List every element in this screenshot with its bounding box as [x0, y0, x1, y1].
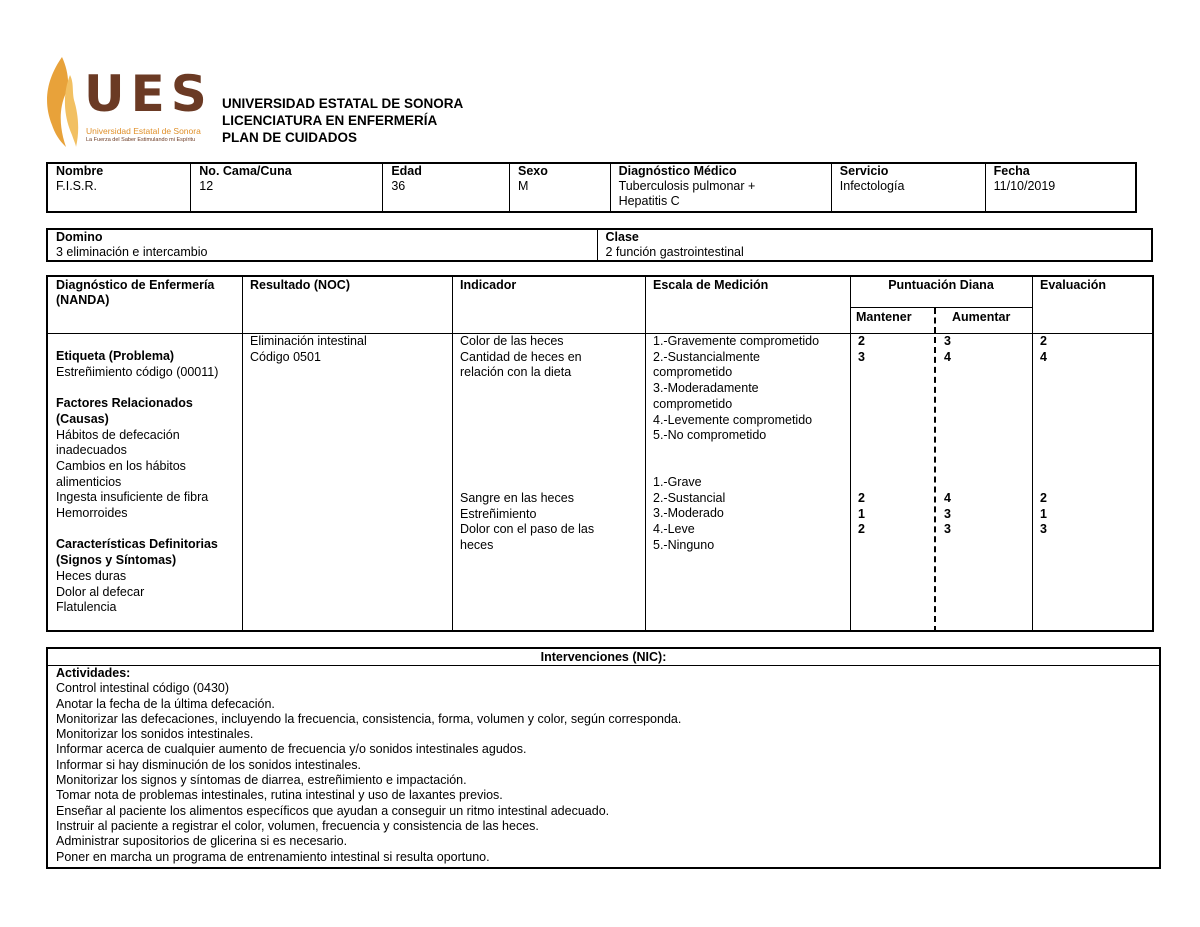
nic-item: Instruir al paciente a registrar el color, volumen, frecuencia y consistencia de las heces.	[56, 818, 539, 833]
actividades-heading: Actividades:	[56, 666, 131, 680]
aumentar-score: 3	[944, 334, 951, 348]
header-nanda-l1: Diagnóstico de Enfermería	[56, 278, 215, 292]
nic-item: Enseñar al paciente los alimentos específicos que ayudan a conseguir un ritmo intestinal adecuado.	[56, 803, 610, 818]
escala-group-1	[653, 334, 819, 444]
nic-item: Control intestinal código (0430)	[56, 681, 230, 696]
servicio-cell	[831, 163, 985, 212]
sexo-value: M	[518, 179, 529, 193]
factores-heading-1: Factores Relacionados	[56, 396, 193, 411]
mantener-score: 2	[858, 522, 865, 537]
aumentar-score: 4	[944, 491, 951, 505]
escala-group-2	[653, 475, 725, 554]
mantener-score: 1	[858, 506, 865, 521]
ues-logo	[40, 55, 213, 150]
sintoma-item: Flatulencia	[56, 600, 117, 615]
escala-item: 5.-Ninguno	[653, 537, 715, 552]
indicador-item: Sangre en las heces	[460, 491, 574, 505]
cama-label: No. Cama/Cuna	[199, 164, 292, 178]
aumentar-score: 3	[944, 506, 951, 521]
caracteristicas-heading-1: Características Definitorias	[56, 537, 218, 552]
indicador-item: Estreñimiento	[460, 506, 537, 521]
escala-item: 5.-No comprometido	[653, 428, 767, 443]
diagnostico-label: Diagnóstico Médico	[618, 164, 737, 178]
mantener-score: 2	[858, 334, 865, 348]
domain-table	[46, 228, 1153, 262]
edad-label: Edad	[391, 164, 422, 178]
document-header	[222, 95, 463, 146]
aumentar-score: 4	[944, 349, 951, 364]
edad-value: 36	[391, 179, 406, 193]
indicador-item: Cantidad de heces en	[460, 349, 582, 364]
care-plan-table	[46, 275, 1154, 632]
escala-item: 3.-Moderadamente	[653, 381, 759, 396]
factor-item: Cambios en los hábitos	[56, 458, 186, 473]
evaluacion-score: 2	[1040, 334, 1047, 348]
caracteristicas-heading-2: (Signos y Síntomas)	[56, 553, 177, 568]
nombre-cell	[47, 163, 191, 212]
sexo-cell	[510, 163, 611, 212]
mantener-group-2	[858, 491, 865, 538]
header-aumentar: Aumentar	[952, 310, 1011, 324]
nic-interventions-table	[46, 647, 1161, 869]
evaluacion-group-1	[1040, 334, 1047, 365]
domino-value: 3 eliminación e intercambio	[56, 245, 208, 259]
nic-item: Informar si hay disminución de los sonidos intestinales.	[56, 757, 362, 772]
diagnostico-value-2: Hepatitis C	[618, 194, 680, 208]
nic-item: Monitorizar las defecaciones, incluyendo la frecuencia, consistencia, forma, volumen y color, según corresponda.	[56, 711, 682, 726]
cama-value: 12	[199, 179, 214, 193]
factor-item: Hábitos de defecación	[56, 427, 180, 442]
factor-item: alimenticios	[56, 474, 122, 489]
sintoma-item: Dolor al defecar	[56, 584, 145, 599]
header-nanda	[56, 278, 236, 308]
sexo-label: Sexo	[518, 164, 548, 178]
header-nanda-l2: (NANDA)	[56, 293, 110, 307]
escala-item: comprometido	[653, 365, 733, 380]
noc-line-2: Código 0501	[250, 349, 321, 364]
fecha-cell	[985, 163, 1136, 212]
program-name: LICENCIATURA EN ENFERMERÍA	[222, 113, 438, 128]
escala-item: 4.-Leve	[653, 522, 695, 537]
nic-item: Monitorizar los signos y síntomas de diarrea, estreñimiento e impactación.	[56, 773, 467, 788]
factor-item: Hemorroides	[56, 506, 128, 521]
escala-item: 2.-Sustancialmente	[653, 349, 761, 364]
fecha-value: 11/10/2019	[993, 179, 1056, 193]
diagnostico-value-1: Tuberculosis pulmonar +	[618, 179, 756, 193]
document-title: PLAN DE CUIDADOS	[222, 130, 358, 145]
nic-body	[56, 666, 681, 865]
evaluacion-score: 4	[1040, 349, 1047, 364]
nombre-label: Nombre	[56, 164, 104, 178]
clase-cell	[597, 229, 1152, 261]
clase-value: 2 función gastrointestinal	[605, 245, 744, 259]
domino-cell	[47, 229, 597, 261]
factores-heading-2: (Causas)	[56, 411, 109, 426]
indicador-item: Dolor con el paso de las	[460, 522, 595, 537]
escala-item: 2.-Sustancial	[653, 490, 726, 505]
nic-title: Intervenciones (NIC):	[48, 649, 1159, 666]
sintoma-item: Heces duras	[56, 568, 127, 583]
indicador-item: heces	[460, 538, 494, 553]
evaluacion-group-2	[1040, 491, 1047, 538]
fecha-label: Fecha	[993, 164, 1030, 178]
indicador-item: relación con la dieta	[460, 365, 572, 380]
nic-item: Administrar supositorios de glicerina si es necesario.	[56, 834, 348, 849]
mantener-score: 3	[858, 349, 865, 364]
indicador-group-1	[460, 334, 582, 381]
patient-info-table	[46, 162, 1137, 213]
etiqueta-heading: Etiqueta (Problema)	[56, 349, 175, 363]
header-escala: Escala de Medición	[653, 278, 769, 292]
aumentar-score: 3	[944, 522, 951, 537]
nic-item: Poner en marcha un programa de entrenamiento intestinal si resulta oportuno.	[56, 849, 490, 864]
header-indicador: Indicador	[460, 278, 517, 292]
escala-item: 3.-Moderado	[653, 506, 724, 521]
nanda-column	[56, 349, 242, 616]
evaluacion-score: 2	[1040, 491, 1047, 505]
indicador-group-2	[460, 491, 594, 554]
mantener-score: 2	[858, 491, 865, 505]
nic-item: Informar acerca de cualquier aumento de frecuencia y/o sonidos intestinales agudos.	[56, 742, 527, 757]
header-evaluacion: Evaluación	[1040, 278, 1106, 292]
escala-item: 1.-Grave	[653, 475, 702, 489]
aumentar-group-1	[944, 334, 951, 365]
university-name: UNIVERSIDAD ESTATAL DE SONORA	[222, 96, 464, 111]
domino-label: Domino	[56, 230, 103, 244]
nombre-value: F.I.S.R.	[56, 179, 97, 193]
nic-item: Tomar nota de problemas intestinales, rutina intestinal y uso de laxantes previos.	[56, 788, 503, 803]
problema-text: Estreñimiento código (00011)	[56, 364, 219, 379]
header-mantener: Mantener	[856, 310, 912, 324]
factor-item: inadecuados	[56, 443, 127, 458]
logo-text: UES	[84, 65, 213, 123]
servicio-label: Servicio	[839, 164, 889, 178]
header-noc: Resultado (NOC)	[250, 278, 350, 292]
noc-column	[250, 334, 367, 365]
cama-cell	[191, 163, 383, 212]
noc-line-1: Eliminación intestinal	[250, 334, 367, 348]
diagnostico-cell	[610, 163, 831, 212]
evaluacion-score: 1	[1040, 506, 1047, 521]
nic-item: Monitorizar los sonidos intestinales.	[56, 727, 254, 742]
factor-item: Ingesta insuficiente de fibra	[56, 490, 209, 505]
evaluacion-score: 3	[1040, 522, 1047, 537]
logo-subtitle: Universidad Estatal de Sonora	[86, 126, 201, 136]
nic-item: Anotar la fecha de la última defecación.	[56, 696, 275, 711]
servicio-value: Infectología	[839, 179, 905, 193]
logo-motto: La Fuerza del Saber Estimulando mi Espíritu	[86, 137, 196, 143]
aumentar-group-2	[944, 491, 951, 538]
indicador-item: Color de las heces	[460, 334, 564, 348]
clase-label: Clase	[605, 230, 639, 244]
escala-item: 1.-Gravemente comprometido	[653, 334, 820, 348]
escala-item: 4.-Levemente comprometido	[653, 412, 813, 427]
escala-item: comprometido	[653, 396, 733, 411]
mantener-group-1	[858, 334, 865, 365]
edad-cell	[383, 163, 510, 212]
header-puntuacion-diana: Puntuación Diana	[888, 278, 994, 292]
